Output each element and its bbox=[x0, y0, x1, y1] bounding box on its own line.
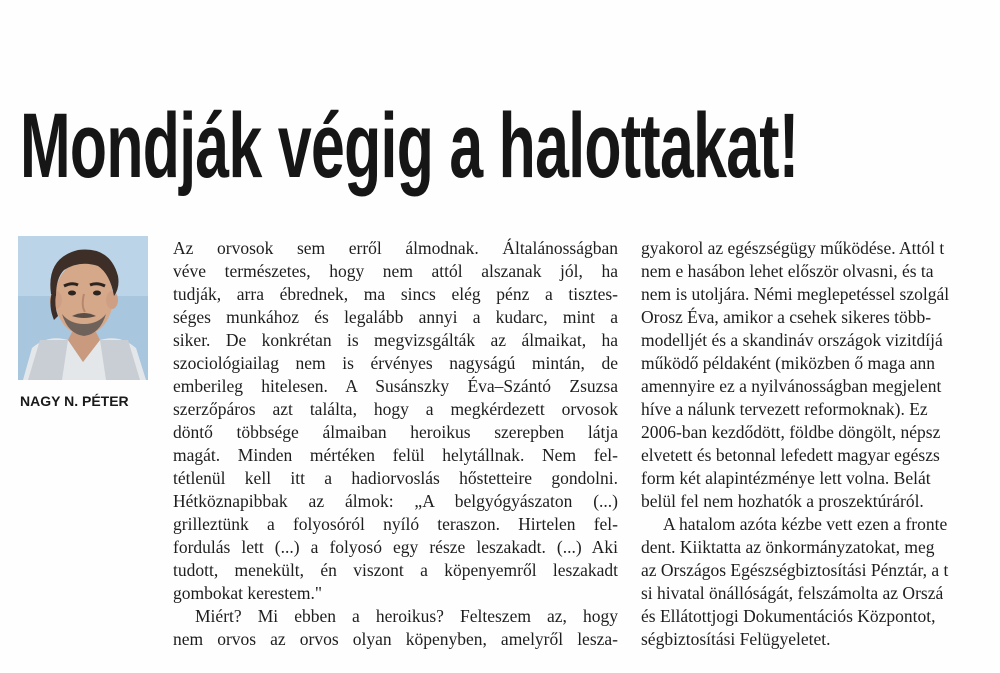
article-line: gombokat kerestem." bbox=[173, 583, 323, 603]
article-headline: Mondják végig a halottakat! bbox=[20, 95, 799, 197]
article-line: Miért? Mi ebben a heroikus? Felteszem az, hogy bbox=[195, 606, 618, 626]
article-line: Az orvosok sem erről álmodnak. Általánosságban bbox=[173, 238, 618, 258]
article-line: 2006-ban kezdődött, földbe döngölt, népsz bbox=[641, 422, 941, 442]
article-line: nem orvos az orvos olyan köpenyben, amelyről lesza- bbox=[173, 629, 618, 649]
article-line: tudják, arra ébrednek, ma sincs elég pénz a tisztes- bbox=[173, 284, 618, 304]
article-line: szerzőpáros azt találta, hogy a megkérdezett orvosok bbox=[173, 399, 618, 419]
article-line: szociológiailag nem is érvényes nagyságú mintán, de bbox=[173, 353, 618, 373]
article-line: siker. De konkrétan is megvizsgálták az álmaikat, ha bbox=[173, 330, 618, 350]
article-line: dent. Kiiktatta az önkormányzatokat, meg bbox=[641, 537, 935, 557]
article-line: belül fel nem hozhatók a proszektúráról. bbox=[641, 491, 924, 511]
article-line: elvetett és betonnal lefedett magyar egészs bbox=[641, 445, 940, 465]
article-line: híve a nálunk tervezett reformoknak). Ez bbox=[641, 399, 928, 419]
article-line: ségbiztosítási Felügyeletet. bbox=[641, 629, 831, 649]
article-line: modelljét és a skandináv országok vizitdíjá bbox=[641, 330, 943, 350]
article-line: fordulás lett (...) a folyosó egy része leszakadt. (...) Aki bbox=[173, 537, 618, 557]
article-line: Orosz Éva, amikor a csehek sikeres több- bbox=[641, 307, 932, 327]
author-byline: NAGY N. PÉTER bbox=[20, 393, 129, 409]
author-photo bbox=[18, 236, 148, 380]
article-line: gyakorol az egészségügy működése. Attól t bbox=[641, 238, 945, 258]
article-line: tétlenül kell itt a hadiorvoslás hőstetteire gondolni. bbox=[173, 468, 618, 488]
article-line: nem is utoljára. Némi meglepetéssel szolgál bbox=[641, 284, 950, 304]
article-line: magát. Minden mértéken felül helytállnak. Nem fel- bbox=[173, 445, 618, 465]
article-line: amennyire ez a nyilvánosságban megjelent bbox=[641, 376, 942, 396]
article-line: A hatalom azóta kézbe vett ezen a fronte bbox=[663, 514, 948, 534]
article-line: form két alapintézménye lett volna. Belát bbox=[641, 468, 931, 488]
article-line: séges munkához és legalább annyi a kudarc, mint a bbox=[173, 307, 618, 327]
article-line: az Országos Egészségbiztosítási Pénztár, a t bbox=[641, 560, 949, 580]
article-line: emberileg hitelesen. A Susánszky Éva–Szántó Zsuzsa bbox=[173, 376, 618, 396]
article-line: grilleztünk a folyosóról nyíló teraszon. Hirtelen fel- bbox=[173, 514, 618, 534]
article-line: működő példaként (miközben ő maga ann bbox=[641, 353, 936, 373]
article-line: Hétköznapibbak az álmok: „A belgyógyászaton (...) bbox=[173, 491, 618, 511]
article-line: si hivatal önállóságát, felszámolta az Orszá bbox=[641, 583, 944, 603]
article-column-1 bbox=[173, 237, 618, 651]
article-line: és Ellátottjogi Dokumentációs Központot, bbox=[641, 606, 936, 626]
article-line: tudott, menekült, én viszont a köpenyemről leszakadt bbox=[173, 560, 618, 580]
article-column-2 bbox=[641, 237, 1000, 651]
article-line: nem e hasábon lehet először olvasni, és ta bbox=[641, 261, 934, 281]
article-line: döntő többsége álmaiban heroikus szerepben látja bbox=[173, 422, 618, 442]
article-line: véve természetes, hogy nem attól alszanak jól, ha bbox=[173, 261, 618, 281]
